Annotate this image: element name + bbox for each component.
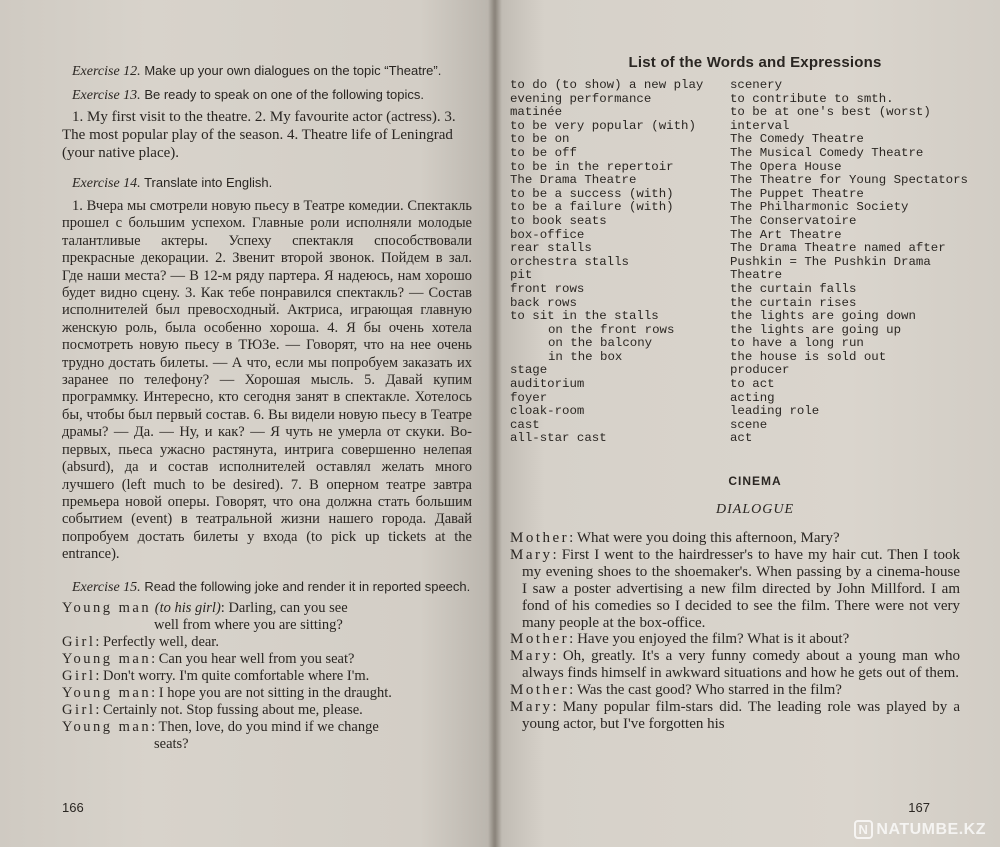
joke-speaker: Young man [62,718,152,735]
word-entry: box-office [510,227,585,242]
joke-line [62,702,472,719]
exercise-13-text: Be ready to speak on one of the following topics. [144,87,424,102]
word-entry: to be in the repertoir [510,159,674,174]
dialogue-speaker: Mother [510,682,570,699]
word-entry: the lights are going up [730,322,902,337]
word-entry: to book seats [510,213,607,228]
joke-text: : Darling, can you see [220,599,348,616]
word-entry: The Comedy Theatre [730,132,864,147]
word-entry: the house is sold out [730,349,887,364]
cinema-dialogue [510,530,960,733]
word-entry: The Conservatoire [730,213,857,228]
russian-text: 1. Вчера мы смотрели новую пьесу в Театре комедии. Спектакль прошел с большим успехом. Главные роли исполняли молодые талантливые актеры. Успеху спектакля способствовали прекрасные декорации. 2. Звенит второй звонок. Пойдем в зал. Где наши места? — В 12-м ряду партера. Я надеюсь, нам хорошо будет видно сцену. 3. Как тебе понравился спектакль? — Состав исполнителей был превосходный. Актриса, играющая главную женскую роль, была особенно хороша. 4. Я бы очень хотела посмотреть новую пьесу в ТЮЗе. — Говорят, что на нее очень трудно достать билеты. — А что, если мы попробуем заказать их заранее по телефону? — Хорошая мысль. 5. Давай купим программку. Интересно, кто сегодня занят в спектакле. Хотелось бы, чтобы был первый состав. 6. Вы видели новую пьесу в Театре драмы? — Да. — Ну, и как? — Я чуть не умерла от скуки. Во-первых, пьеса ужасно растянута, интрига совершенно нелепая (absurd), да и состав исполнителей оставлял желать много лучшего (left much to be desired). 7. В оперном театре завтра премьера новой оперы. Говорят, что она должна стать большим событием (event) в театральной жизни нашего города. Давай попробуем достать билеты у входа (to pick up tickets at the entrance). [62,198,472,563]
watermark-badge: N [854,820,874,839]
word-entry: matinée [510,105,563,120]
exercise-14 [62,174,472,192]
joke-speaker: Young man [62,684,152,701]
word-entry: Theatre [730,268,783,283]
word-entry: acting [730,390,775,405]
word-entry: orchestra stalls [510,254,629,269]
word-entry: front rows [510,281,585,296]
dialogue-speaker: Mother [510,530,570,547]
joke-line-continuation: well from where you are sitting? [154,616,343,633]
exercise-15-text: Read the following joke and render it in reported speech. [144,578,471,594]
joke-line [62,600,472,617]
joke-speaker: Young man [62,599,152,616]
word-entry: cloak-room [510,404,585,419]
cinema-heading: CINEMA [728,474,782,489]
word-entry: producer [730,363,790,378]
word-entry: in the box [548,349,623,364]
word-entry: back rows [510,295,577,310]
word-entry: to be off [510,145,577,160]
dialogue-speaker: Mary [510,546,553,563]
exercise-12-label: Exercise 12. [72,64,141,79]
word-entry: stage [510,363,548,378]
dialogue-line [510,699,960,733]
left-page [0,0,494,847]
joke-text: : I hope you are not sitting in the draught. [151,684,392,701]
joke-speaker: Girl [62,633,96,650]
joke-text: : Don't worry. I'm quite comfortable where I'm. [95,667,370,684]
dialogue-speaker: Mother [510,631,570,648]
word-entry: to be a success (with) [510,186,674,201]
dialogue-text: : What were you doing this afternoon, Mary? [569,530,840,547]
right-page [494,0,1000,847]
exercise-13-topics: 1. My first visit to the theatre. 2. My favourite actor (actress). 3. The most popular play of the season. 4. Theatre life of Leningrad (your native place). [62,109,456,161]
word-entry: The Philharmonic Society [730,200,909,215]
dialogue-text: : First I went to the hairdresser's to have my hair cut. Then I took my evening shoes to the shoemaker's. When passing by a cinema-house I saw a poster advertising a new film directed by John Millford. I am fond of his comedies so I decided to see the film. There were not very many people at the box-office. [522,546,960,631]
dialogue-speaker: Mary [510,648,553,665]
word-entry: to be on [510,132,570,147]
joke-speaker: Girl [62,667,96,684]
word-entry: act [730,431,753,446]
word-entry: interval [730,118,790,133]
joke-text: : Certainly not. Stop fussing about me, please. [95,701,363,718]
word-entry: The Art Theatre [730,227,842,242]
word-entry: scenery [730,78,783,92]
joke-dialogue [62,600,472,753]
word-list-title: List of the Words and Expressions [628,54,882,71]
joke-stage-note: (to his girl) [154,599,221,616]
dialogue-line [510,547,960,632]
dialogue-text: : Was the cast good? Who starred in the film? [569,682,842,699]
dialogue-speaker: Mary [510,699,553,716]
word-entry: to do (to show) a new play [510,78,704,92]
word-entry: pit [510,268,533,283]
joke-speaker: Girl [62,701,96,718]
joke-line [62,719,472,736]
word-entry: on the front rows [548,322,675,337]
dialogue-line [510,648,960,682]
exercise-14-label: Exercise 14. [72,176,141,191]
word-entry: to be at one's best (worst) [730,105,931,120]
word-list-column-1 [510,79,730,446]
joke-speaker: Young man [62,650,152,667]
word-entry: scene [730,417,768,432]
joke-text: : Then, love, do you mind if we change [151,718,379,735]
word-entry: to be a failure (with) [510,200,674,215]
dialogue-line [510,682,960,699]
exercise-15-label: Exercise 15. [72,579,141,595]
word-entry: foyer [510,390,548,405]
word-entry: auditorium [510,377,585,392]
word-entry: The Theatre for Young Spectators [730,173,968,188]
word-entry: to have a long run [730,336,864,351]
word-entry: the curtain falls [730,281,857,296]
joke-line-continuation: seats? [154,735,189,752]
word-entry: the lights are going down [730,309,916,324]
page-number-left: 166 [62,800,84,815]
dialogue-text: : Have you enjoyed the film? What is it about? [569,631,850,648]
word-entry: leading role [730,404,820,419]
watermark [854,820,986,839]
exercise-14-text: Translate into English. [144,175,273,190]
word-entry: the curtain rises [730,295,857,310]
word-list [510,78,968,446]
dialogue-heading: DIALOGUE [716,502,794,518]
joke-line [62,668,472,685]
exercise-13-label: Exercise 13. [72,88,141,103]
exercise-13 [62,86,472,104]
page-number-right: 167 [908,800,930,815]
joke-line [62,685,472,702]
word-entry: The Drama Theatre [510,173,637,188]
word-list-column-2 [730,78,968,446]
word-entry: to act [730,377,775,392]
exercise-12 [62,62,472,80]
word-entry: rear stalls [510,241,592,256]
word-entry: to sit in the stalls [510,309,659,324]
word-entry: The Puppet Theatre [730,186,864,201]
word-entry: The Opera House [730,159,842,174]
exercise-12-text: Make up your own dialogues on the topic “Theatre”. [144,63,442,78]
word-entry: to contribute to smth. [730,91,894,106]
word-entry: evening performance [510,91,652,106]
dialogue-text: : Many popular film-stars did. The leading role was played by a young actor, but I've forgotten his [522,699,960,732]
joke-text: : Can you hear well from you seat? [151,650,355,667]
word-entry: to be very popular (with) [510,118,696,133]
joke-text: : Perfectly well, dear. [95,633,219,650]
dialogue-line [510,631,960,648]
joke-line [62,651,472,668]
watermark-text: NATUMBE.KZ [876,821,986,838]
word-entry: The Drama Theatre named after [730,241,946,256]
joke-line [62,634,472,651]
book-gutter [488,0,502,847]
exercise-15 [62,578,472,596]
word-entry: all-star cast [510,431,607,446]
word-entry: cast [510,417,540,432]
word-entry: on the balcony [548,336,653,351]
dialogue-text: : Oh, greatly. It's a very funny comedy about a young man who always finds himself in awkward situations and how he gets out of them. [522,648,960,682]
dialogue-line [510,530,960,547]
word-entry: The Musical Comedy Theatre [730,145,924,160]
word-entry: Pushkin = The Pushkin Drama [730,254,931,269]
